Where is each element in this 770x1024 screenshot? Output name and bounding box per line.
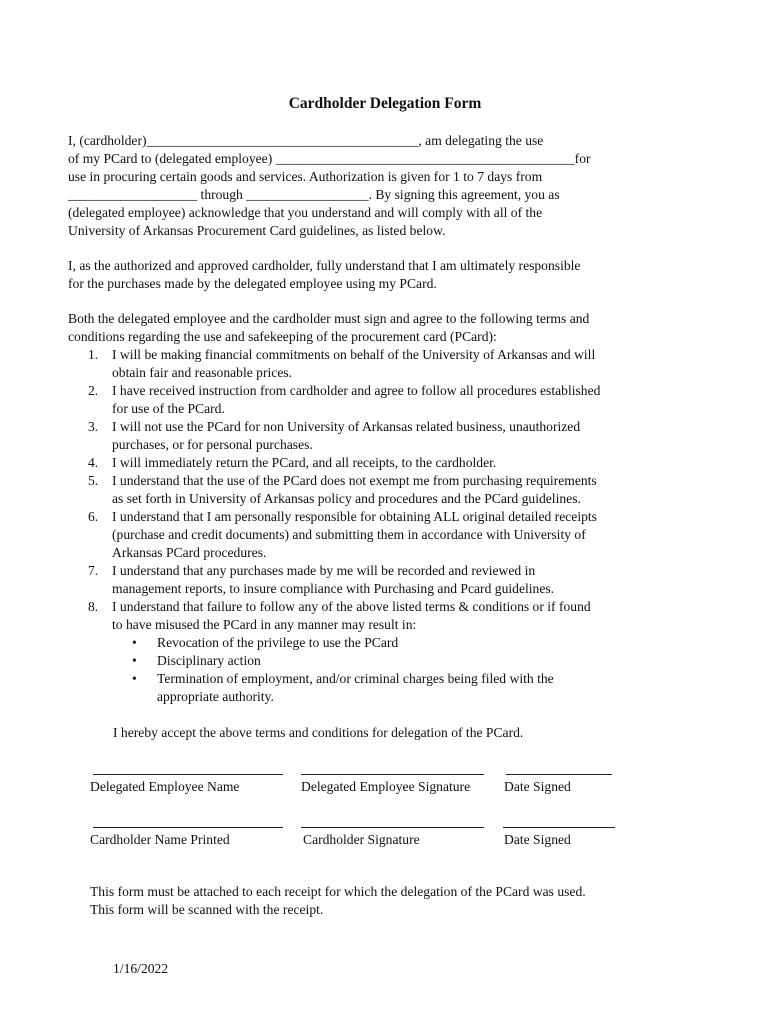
cardholder-date-field[interactable] xyxy=(503,827,615,847)
intro-line: of my PCard to (delegated employee) ____________________________________________for xyxy=(68,151,591,166)
term-text: obtain fair and reasonable prices. xyxy=(112,365,293,380)
footer-line: This form must be attached to each receipt for which the delegation of the PCard was used. xyxy=(90,884,586,899)
terms-intro-line: Both the delegated employee and the cardholder must sign and agree to the following terms and xyxy=(68,311,590,326)
delegated-date-label: Date Signed xyxy=(504,779,571,794)
term-text: I understand that failure to follow any of the above listed terms & conditions or if found xyxy=(112,599,591,614)
delegated-employee-signature-label: Delegated Employee Signature xyxy=(301,779,471,794)
term-number: 6. xyxy=(88,509,99,524)
term-text: management reports, to insure compliance with Purchasing and Pcard guidelines. xyxy=(112,581,555,596)
term-number: 1. xyxy=(88,347,99,362)
delegated-employee-name-field[interactable] xyxy=(90,774,283,794)
term-text: I have received instruction from cardholder and agree to follow all procedures established xyxy=(112,383,601,398)
responsibility-paragraph xyxy=(68,257,668,293)
form-title: Cardholder Delegation Form xyxy=(288,95,482,112)
intro-line: University of Arkansas Procurement Card guidelines, as listed below. xyxy=(68,223,446,238)
term-text: I will not use the PCard for non University of Arkansas related business, unauthorized xyxy=(112,419,581,434)
responsibility-line: I, as the authorized and approved cardholder, fully understand that I am ultimately responsible xyxy=(68,258,581,273)
bullet-icon: • xyxy=(132,653,137,668)
intro-line: I, (cardholder)________________________________________, am delegating the use xyxy=(68,133,544,148)
footer-note xyxy=(90,883,586,919)
term-number: 4. xyxy=(88,455,99,470)
responsibility-line: for the purchases made by the delegated employee using my PCard. xyxy=(68,276,437,291)
term-text: (purchase and credit documents) and submitting them in accordance with University of xyxy=(112,527,586,542)
intro-paragraph xyxy=(68,132,668,240)
term-text: for use of the PCard. xyxy=(112,401,225,416)
term-text: to have misused the PCard in any manner may result in: xyxy=(112,617,417,632)
bullet-icon: • xyxy=(132,635,137,650)
consequence-item xyxy=(132,670,688,706)
term-number: 5. xyxy=(88,473,99,488)
term-item xyxy=(68,418,688,454)
consequence-item xyxy=(132,652,688,670)
term-number: 8. xyxy=(88,599,99,614)
term-item xyxy=(68,346,688,382)
term-text: I understand that the use of the PCard does not exempt me from purchasing requirements xyxy=(112,473,597,488)
consequence-item xyxy=(132,634,688,652)
footer-line: This form will be scanned with the receipt. xyxy=(90,902,324,917)
consequence-list xyxy=(68,634,688,706)
term-text: purchases, or for personal purchases. xyxy=(112,437,313,452)
cardholder-date-label: Date Signed xyxy=(504,832,571,847)
delegated-employee-name-label: Delegated Employee Name xyxy=(90,779,240,794)
acceptance-statement: I hereby accept the above terms and conditions for delegation of the PCard. xyxy=(113,725,524,740)
term-text: I understand that any purchases made by me will be recorded and reviewed in xyxy=(112,563,536,578)
term-item xyxy=(68,472,688,508)
term-text: as set forth in University of Arkansas policy and procedures and the PCard guidelines. xyxy=(112,491,581,506)
bullet-icon: • xyxy=(132,671,137,686)
signature-line xyxy=(93,774,283,775)
cardholder-name-label: Cardholder Name Printed xyxy=(90,832,230,847)
signature-line xyxy=(506,774,612,775)
signature-line xyxy=(93,827,283,828)
term-text: Arkansas PCard procedures. xyxy=(112,545,267,560)
document-date: 1/16/2022 xyxy=(113,961,169,976)
intro-line: ___________________ through __________________. By signing this agreement, you as xyxy=(68,187,560,202)
term-item xyxy=(68,562,688,598)
term-text: I will be making financial commitments on behalf of the University of Arkansas and will xyxy=(112,347,596,362)
term-item xyxy=(68,382,688,418)
terms-intro-line: conditions regarding the use and safekeeping of the procurement card (PCard): xyxy=(68,329,497,344)
term-number: 7. xyxy=(88,563,99,578)
delegated-date-field[interactable] xyxy=(504,774,612,794)
delegated-employee-signature-field[interactable] xyxy=(301,774,484,794)
consequence-text: Termination of employment, and/or criminal charges being filed with the xyxy=(157,671,554,686)
consequence-text: Disciplinary action xyxy=(157,653,261,668)
term-text: I will immediately return the PCard, and all receipts, to the cardholder. xyxy=(112,455,497,470)
term-text: I understand that I am personally responsible for obtaining ALL original detailed receipts xyxy=(112,509,597,524)
cardholder-name-field[interactable] xyxy=(90,827,283,847)
intro-line: use in procuring certain goods and services. Authorization is given for 1 to 7 days from xyxy=(68,169,543,184)
signature-line xyxy=(301,774,484,775)
intro-line: (delegated employee) acknowledge that you understand and will comply with all of the xyxy=(68,205,543,220)
consequence-text: Revocation of the privilege to use the PCard xyxy=(157,635,399,650)
term-item xyxy=(68,598,688,634)
term-item xyxy=(68,508,688,562)
term-item xyxy=(68,454,688,472)
signature-line xyxy=(301,827,484,828)
cardholder-signature-field[interactable] xyxy=(301,827,484,847)
terms-list xyxy=(68,346,688,706)
consequence-text: appropriate authority. xyxy=(157,689,274,704)
terms-intro-paragraph xyxy=(68,310,668,346)
term-number: 3. xyxy=(88,419,99,434)
cardholder-signature-label: Cardholder Signature xyxy=(303,832,420,847)
signature-line xyxy=(503,827,615,828)
term-number: 2. xyxy=(88,383,99,398)
